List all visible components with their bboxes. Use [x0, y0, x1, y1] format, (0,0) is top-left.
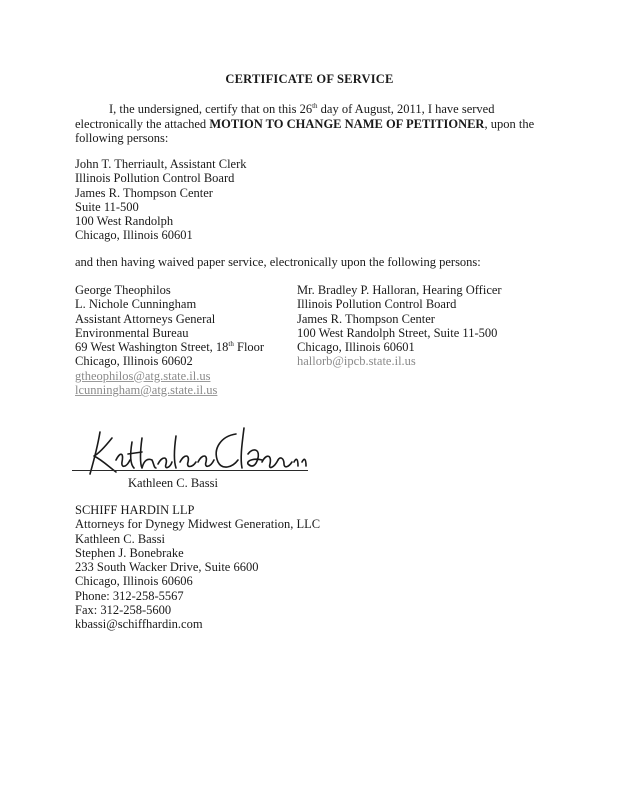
firm-line: Kathleen C. Bassi	[75, 531, 165, 546]
day-ordinal-suffix: th	[312, 101, 318, 110]
email-link[interactable]: hallorb@ipcb.state.il.us	[297, 354, 416, 369]
address-line: Illinois Pollution Control Board	[297, 297, 457, 312]
firm-line: Attorneys for Dynegy Midwest Generation, LLC	[75, 517, 321, 532]
right-recipient-address	[297, 283, 502, 369]
signature-line	[72, 470, 308, 471]
address-line: 100 West Randolph Street, Suite 11-500	[297, 325, 498, 340]
fax-number: Fax: 312-258-5600	[75, 603, 172, 618]
handwritten-signature	[72, 424, 312, 480]
street-address-line	[75, 340, 264, 354]
address-line: Chicago, Illinois 60602	[75, 354, 193, 369]
address-line: 100 West Randolph	[75, 214, 174, 229]
address-line: Illinois Pollution Control Board	[75, 171, 235, 186]
document-title: CERTIFICATE OF SERVICE	[225, 72, 394, 86]
certification-paragraph	[75, 102, 545, 146]
firm-contact-block	[75, 503, 320, 632]
address-line: Chicago, Illinois 60601	[297, 340, 415, 355]
certification-text-part1: I, the undersigned, certify that on this 26	[109, 102, 313, 116]
signer-printed-name: Kathleen C. Bassi	[128, 476, 218, 490]
address-line: L. Nichole Cunningham	[75, 297, 197, 312]
address-line: Chicago, Illinois 60601	[75, 228, 193, 243]
phone-number: Phone: 312-258-5567	[75, 588, 184, 603]
motion-title: MOTION TO CHANGE NAME OF PETITIONER	[209, 116, 485, 131]
street-part2: Floor	[233, 340, 265, 355]
email-link[interactable]: kbassi@schiffhardin.com	[75, 617, 203, 632]
address-line: John T. Therriault, Assistant Clerk	[75, 157, 247, 171]
firm-line: 233 South Wacker Drive, Suite 6600	[75, 560, 259, 575]
address-line: James R. Thompson Center	[297, 311, 435, 326]
address-line: Assistant Attorneys General	[75, 311, 216, 326]
waived-service-paragraph: and then having waived paper service, electronically upon the following persons:	[75, 255, 481, 269]
email-link[interactable]: gtheophilos@atg.state.il.us	[75, 368, 211, 383]
street-part1: 69 West Washington Street, 18	[75, 340, 229, 355]
address-line: James R. Thompson Center	[75, 185, 213, 200]
email-link[interactable]: lcunningham@atg.state.il.us	[75, 383, 218, 398]
left-recipient-address	[75, 283, 264, 397]
certification-text-part3: , upon the following persons:	[75, 116, 535, 145]
firm-line: Chicago, Illinois 60606	[75, 574, 193, 589]
floor-ordinal-suffix: th	[228, 340, 234, 349]
firm-line: Stephen J. Bonebrake	[75, 545, 184, 560]
address-line: George Theophilos	[75, 283, 171, 297]
address-line: Mr. Bradley P. Halloran, Hearing Officer	[297, 283, 502, 297]
primary-recipient-address	[75, 157, 247, 243]
certification-text-part2: day of August, 2011, I have served electronically the attached	[75, 102, 495, 131]
address-line: Environmental Bureau	[75, 325, 189, 340]
firm-name: SCHIFF HARDIN LLP	[75, 503, 195, 517]
address-line: Suite 11-500	[75, 199, 139, 214]
